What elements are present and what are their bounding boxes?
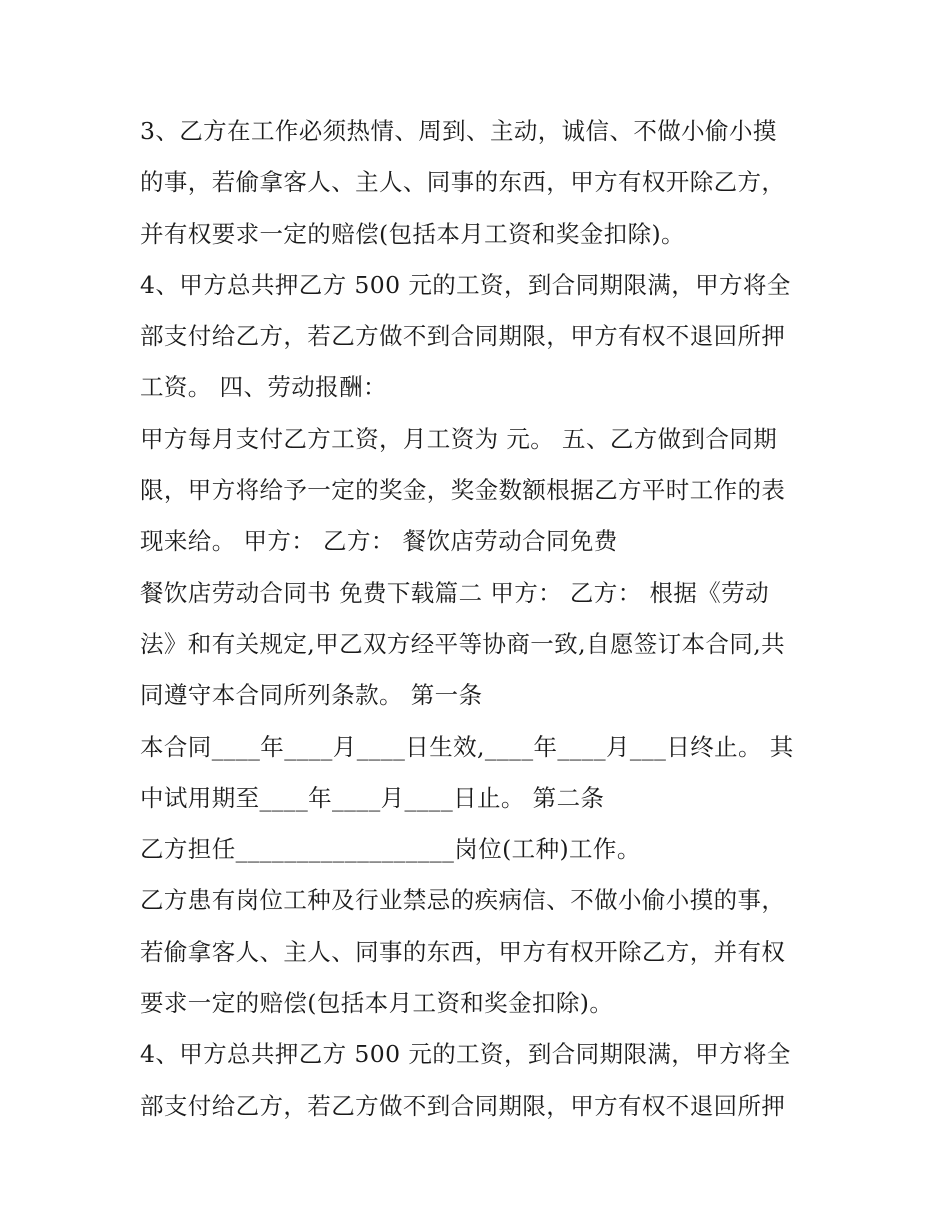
text-line: 限，甲方将给予一定的奖金，奖金数额根据乙方平时工作的表 — [140, 476, 786, 505]
text-line: 餐饮店劳动合同书 免费下载篇二 甲方： 乙方： 根据《劳动 — [140, 578, 769, 607]
text-line: 现来给。 甲方： 乙方： 餐饮店劳动合同免费 — [140, 527, 618, 556]
text-line: 若偷拿客人、主人、同事的东西，甲方有权开除乙方，并有权 — [140, 937, 786, 966]
text-line: 本合同____年____月____日生效,____年____月___日终止。 其 — [140, 732, 794, 761]
text-line: 乙方担任__________________岗位(工种)工作。 — [140, 835, 641, 864]
text-line: 并有权要求一定的赔偿(包括本月工资和奖金扣除)。 — [140, 219, 685, 248]
text-line: 法》和有关规定,甲乙双方经平等协商一致,自愿签订本合同,共 — [140, 629, 786, 658]
document-body — [140, 106, 830, 1132]
text-line: 要求一定的赔偿(包括本月工资和奖金扣除)。 — [140, 989, 614, 1018]
text-line: 中试用期至____年____月____日止。 第二条 — [140, 783, 605, 812]
text-line: 乙方患有岗位工种及行业禁忌的疾病信、不做小偷小摸的事， — [140, 886, 786, 915]
text-line: 部支付给乙方，若乙方做不到合同期限，甲方有权不退回所押 — [140, 1091, 786, 1120]
text-line: 部支付给乙方，若乙方做不到合同期限，甲方有权不退回所押 — [140, 322, 786, 351]
text-line: 4、甲方总共押乙方 500 元的工资，到合同期限满，甲方将全 — [140, 270, 791, 299]
text-line: 同遵守本合同所列条款。 第一条 — [140, 681, 483, 710]
text-line: 的事，若偷拿客人、主人、同事的东西，甲方有权开除乙方， — [140, 168, 786, 197]
text-line: 3、乙方在工作必须热情、周到、主动，诚信、不做小偷小摸 — [140, 117, 777, 145]
text-line: 工资。 四、劳动报酬： — [140, 373, 387, 402]
text-line: 4、甲方总共押乙方 500 元的工资，到合同期限满，甲方将全 — [140, 1040, 791, 1069]
text-line: 甲方每月支付乙方工资，月工资为 元。 五、乙方做到合同期 — [140, 424, 778, 453]
